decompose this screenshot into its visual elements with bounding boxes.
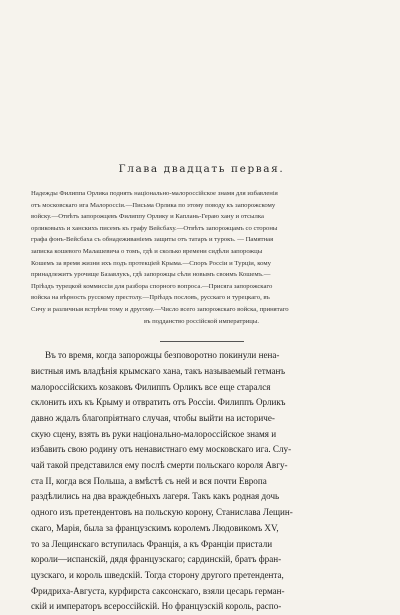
body-line: раздѣлились на два враждебныхъ лагеря. Такъ какъ родная дочь: [31, 491, 280, 502]
body-line: скаго, Марія, была за французскимъ королемъ Людовикомъ XV,: [31, 522, 279, 533]
body-line: Фридриха-Августа, курфирста саксонскаго, взяли цесарь герман-: [31, 585, 285, 596]
summary-line: войску.—Отвѣтъ запорожцевъ Филиппу Орлику и Каплань-Гераю хану и отсылка: [31, 213, 264, 221]
summary-line: отъ московскаго ига Малороссіи.—Письма Орлика по этому поводу къ запорожскому: [31, 201, 276, 209]
summary-line: Надежды Филиппа Орлика поднять національно-малороссійское знамя для избавленія: [31, 190, 278, 197]
body-line: скій и императоръ всероссійскій. Но французскій король, распо-: [31, 601, 282, 612]
summary-line: войска на вѣрность русскому престолу.—Пріѣздъ пословъ, русскаго и турецкаго, въ: [31, 294, 270, 302]
page-content: [31, 163, 372, 615]
summary-line: записка кошевого Малашевича о томъ, гдѣ и сколько времени сидѣли запорожцы: [31, 247, 263, 255]
body-line: скую сцену, взять въ руки національно-малороссійское знамя и: [31, 428, 277, 439]
summary-line: орликовыхъ и ханскихъ писемъ къ графу Вейсбаху.—Отвѣтъ запорожцамъ со стороны: [31, 224, 278, 232]
body-line: чай такой представился ему послѣ смерти польскаго короля Авгу-: [31, 460, 288, 471]
body-line: малороссійскихъ козаковъ Филиппъ Орликъ все еще старался: [31, 381, 271, 392]
chapter-body: [31, 348, 372, 615]
summary-line: Сичу и различныя встрѣчи тому и другому.—Число всего запорожскаго войска, принятаго: [31, 305, 289, 313]
body-line: склонить ихъ къ Крыму и отвратить отъ Россіи. Филиппъ Орликъ: [31, 397, 286, 408]
summary-line: принадлежитъ урочище Базавлукъ, гдѣ запорожцы сѣли новымъ своимъ Кошемъ.—: [31, 271, 271, 279]
section-divider: [160, 341, 244, 342]
body-line: короли—испанскій, дядя французскаго; сардинскій, братъ фран-: [31, 554, 282, 565]
body-line: избавить свою родину отъ ненавистнаго ему московскаго ига. Слу-: [31, 444, 292, 455]
summary-line: Пріѣздъ турецкой коммиссіи для разбора спорного вопроса.—Присяга запорожскаго: [31, 282, 273, 290]
body-line: то за Лещинскаго вступилась Франція, а къ Франціи пристали: [31, 538, 273, 549]
summary-line: въ подданство россійской императрицы.: [143, 317, 260, 325]
summary-line: графа фонъ-Вейсбаха съ обнадеживаніемъ защиты отъ татаръ и турокъ. — Памятная: [31, 236, 274, 244]
chapter-summary: [31, 188, 372, 327]
body-line: цузскаго, и король шведскій. Тогда сторону другого претендента,: [31, 569, 284, 580]
body-line: одного изъ претендентовъ на польскую корону, Станислава Лещин-: [31, 507, 293, 518]
body-line: давно ждалъ благопріятнаго случая, чтобы выйти на историче-: [31, 412, 275, 423]
body-line: ста II, когда вся Польша, а вмѣстѣ съ ней и вся почти Европа: [31, 475, 267, 486]
body-line: Въ то время, когда запорожцы безповоротно покинули нена-: [45, 350, 280, 361]
summary-line: Кошемъ за время жизни ихъ подъ протекціей Крыма.—Споръ Россіи и Турціи, кому: [31, 259, 271, 267]
chapter-title: Глава двадцать первая.: [118, 163, 285, 175]
body-line: вистныя имъ владѣнія крымскаго хана, такъ называемый гетманъ: [31, 365, 286, 376]
